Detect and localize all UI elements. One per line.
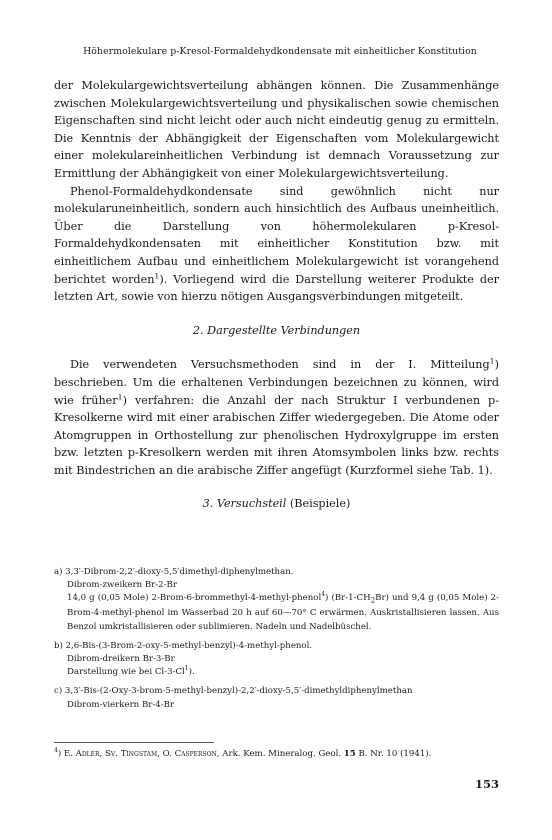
procedure-text-b: ) (Br-1-CH xyxy=(325,593,371,604)
paragraph-2-text-a: Phenol-Formaldehydkondensate sind gewöhnlich nicht nur molekularuneinheitlich, sondern auch hinsichtlich des Aufbaus uneinheitlich. Über die Darstellung von höhermolekularen p-Kresol-Formaldehydkondensaten mit einheitlicher Konstitution bzw. mit einheitlichem Aufbau und einheitlichem Molekulargewicht ist vorangehend berichtet worden xyxy=(54,184,499,286)
procedure-text-a: 14,0 g (0,05 Mole) 2-Brom-6-brommethyl-4-methyl-phenol xyxy=(67,593,322,604)
paragraph-3 xyxy=(54,356,499,479)
example-item xyxy=(54,566,499,634)
paragraph-2-footnote-ref: 1 xyxy=(154,270,160,280)
compound-procedure xyxy=(54,592,499,633)
paragraph-3-footnote-ref-2: 1 xyxy=(117,391,123,401)
procedure-text-a: Darstellung wie bei Cl-3-Cl xyxy=(67,667,185,678)
example-item xyxy=(54,640,499,680)
compound-short-formula: Dibrom-zweikern Br-2-Br xyxy=(67,580,177,591)
paragraph-2-text-b: ). Vorliegend wird die Darstellung weiterer Produkte der letzten Art, sowie von hierzu nötigen Ausgangsverbindungen mitgeteilt. xyxy=(54,272,500,304)
procedure-text-b: ). xyxy=(188,667,195,678)
section-2-number: 2. xyxy=(192,323,204,337)
footnote-journal: Ark. Kem. Mineralog. Geol. xyxy=(222,749,342,759)
section-3-title: Versuchsteil xyxy=(216,497,287,511)
compound-procedure xyxy=(54,666,499,679)
paragraph-2 xyxy=(54,183,499,306)
procedure-text-c: Br) und 9,4 g (0,05 Mole) 2-Brom-4-methyl-phenol im Wasserbad 20 h auf 60—70° C erwärmen. Auskristallisieren lassen. Aus Benzol umkristallisieren oder sublimieren. Nadeln und Nadelbüschel. xyxy=(67,593,499,632)
examples-list xyxy=(54,566,499,718)
procedure-subscript: 2 xyxy=(370,596,376,606)
section-3-suffix: (Beispiele) xyxy=(289,497,351,511)
section-3-heading xyxy=(54,495,499,513)
compound-name: 2,6-Bis-(3-Brom-2-oxy-5-methyl-benzyl)-4-methyl-phenol. xyxy=(65,640,313,651)
paragraph-3-text-b: ) beschrieben. Um die erhaltenen Verbindungen bezeichnen zu können, wird wie früher xyxy=(54,358,499,407)
footnote: $^4$) E. Adler, Sv. Tingstam, O. Casperson, Ark. Kem. Mineralog. Geol. 15 B. Nr. 10 (1941). xyxy=(54,747,432,759)
footnote-volume: 15 xyxy=(343,749,356,759)
footnote-rest: B. Nr. 10 (1941). xyxy=(358,749,432,759)
example-label: c) xyxy=(54,686,63,697)
paragraph-3-footnote-ref-1: 1 xyxy=(489,356,495,366)
compound-short-formula: Dibrom-dreikern Br-3-Br xyxy=(67,653,175,664)
section-2-heading xyxy=(54,322,499,340)
compound-name: 3,3′-Bis-(2-Oxy-3-brom-5-methyl-benzyl)-2,2′-dioxy-5,5′-dimethyldiphenylmethan xyxy=(64,686,413,697)
footnote-number: 4 xyxy=(54,747,58,755)
page-number: 153 xyxy=(474,777,499,791)
procedure-footnote-ref: 4 xyxy=(321,591,326,599)
example-name-line xyxy=(54,685,499,698)
example-item xyxy=(54,685,499,711)
compound-short-formula: Dibrom-vierkern Br-4-Br xyxy=(67,699,175,710)
main-text xyxy=(54,77,499,530)
procedure-footnote-ref: 1 xyxy=(184,665,189,673)
example-label: a) xyxy=(54,567,63,577)
example-name-line xyxy=(54,640,499,653)
example-name-line xyxy=(54,566,499,579)
paragraph-1: der Molekulargewichtsverteilung abhängen können. Die Zusammenhänge zwischen Molekulargewichtsverteilung und physikalischen sowie chemischen Eigenschaften sind nicht leicht oder auch nicht eindeutig genug zu ermitteln. Die Kenntnis der Abhängigkeit der Eigenschaften vom Molekulargewicht einer molekulareinheitlichen Verbindung ist demnach Voraussetzung zur Ermittlung der Abhängigkeit von einer Molekulargewichtsverteilung. xyxy=(54,79,499,180)
running-header: Höhermolekulare p-Kresol-Formaldehydkondensate mit einheitlicher Konstitution xyxy=(83,46,477,57)
example-label: b) xyxy=(54,640,63,651)
section-3-number: 3. xyxy=(202,497,214,511)
footnote-divider xyxy=(54,742,214,743)
compound-name: 3,3′-Dibrom-2,2′-dioxy-5,5′dimethyl-diphenylmethan. xyxy=(65,567,294,577)
paragraph-3-text-c: ) verfahren: die Anzahl der nach Struktur I verbundenen p-Kresolkerne wird mit einer arabischen Ziffer wiedergegeben. Die Atome oder Atomgruppen in Orthostellung zur phenolischen Hydroxylgruppe im ersten bzw. letzten p-Kresolkern werden mit ihren Atomsymbolen links bzw. rechts mit Bindestrichen an die arabische Ziffer angefügt (Kurzformel siehe Tab. 1). xyxy=(54,393,499,477)
footnote-authors: E. Adler, Sv. Tingstam, O. Casperson, xyxy=(63,749,220,759)
section-2-title: Dargestellte Verbindungen xyxy=(207,323,361,337)
paragraph-3-text-a: Die verwendeten Versuchsmethoden sind in der I. Mitteilung xyxy=(70,358,490,372)
